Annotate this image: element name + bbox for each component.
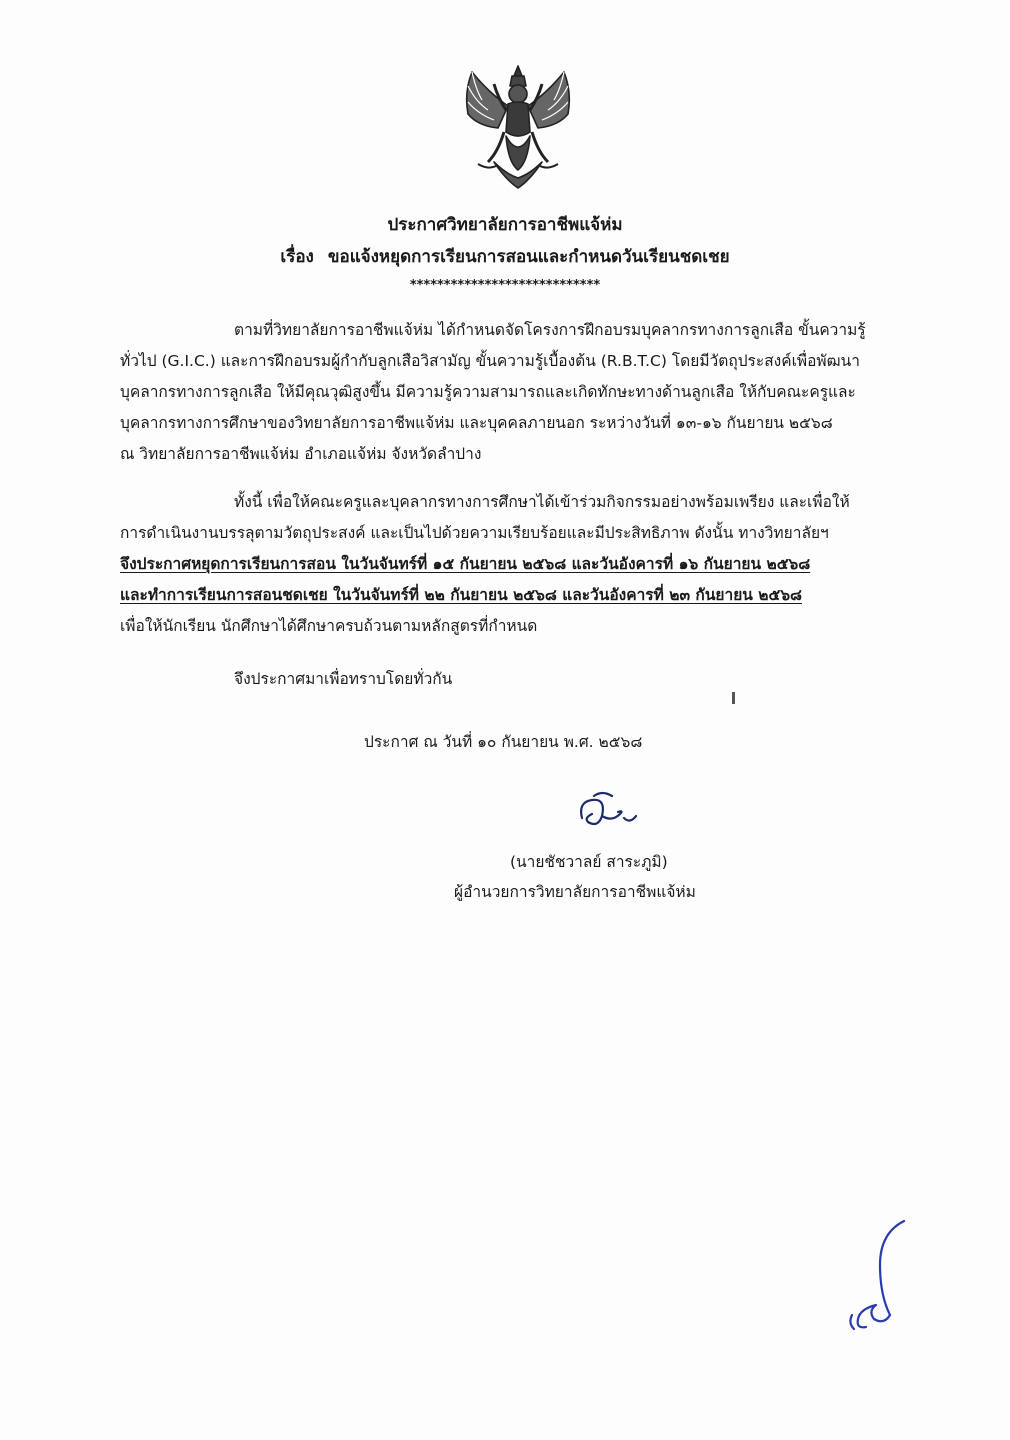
paragraph-2-line: ทั้งนี้ เพื่อให้คณะครูและบุคลากรทางการศึกษาได้เข้าร่วมกิจกรรมอย่างพร้อมเพรียง และเพื่อให้ — [234, 493, 850, 511]
stray-pen-mark — [732, 692, 735, 704]
announcement-date: ประกาศ ณ วันที่ ๑๐ กันยายน พ.ศ. ๒๕๖๘ — [364, 733, 643, 751]
announcement-subject — [0, 245, 1010, 269]
paragraph-2 — [120, 487, 920, 642]
director-signature-icon — [572, 788, 652, 838]
garuda-emblem-icon — [458, 62, 578, 190]
closing-statement: จึงประกาศมาเพื่อทราบโดยทั่วกัน — [234, 670, 453, 688]
announcement-title: ประกาศวิทยาลัยการอาชีพแจ้ห่ม — [387, 215, 623, 235]
paragraph-2-line: เพื่อให้นักเรียน นักศึกษาได้ศึกษาครบถ้วนตามหลักสูตรที่กำหนด — [120, 617, 538, 635]
paragraph-2-line: การดำเนินงานบรรลุตามวัตถุประสงค์ และเป็นไปด้วยความเรียบร้อยและมีประสิทธิภาพ ดังนั้น ทางวิทยาลัยฯ — [120, 524, 829, 542]
handwritten-initial-icon — [840, 1215, 920, 1335]
closure-notice-line: จึงประกาศหยุดการเรียนการสอน ในวันจันทร์ที่ ๑๕ กันยายน ๒๕๖๘ และวันอังคารที่ ๑๖ กันยายน ๒๕๖๘ — [120, 555, 811, 573]
paragraph-1-line: บุคลากรทางการลูกเสือ ให้มีคุณวุฒิสูงขึ้น มีความรู้ความสามารถและเกิดทักษะทางด้านลูกเสือ ให้กับคณะครูและ — [120, 383, 856, 401]
paragraph-1-line: ตามที่วิทยาลัยการอาชีพแจ้ห่ม ได้กำหนดจัดโครงการฝึกอบรมบุคลากรทางการลูกเสือ ขั้นความรู้ — [234, 321, 866, 339]
paragraph-1 — [120, 315, 920, 470]
signer-name: (นายชัชวาลย์ สาระภูมิ) — [510, 853, 668, 871]
subject-text: ขอแจ้งหยุดการเรียนการสอนและกำหนดวันเรียนชดเชย — [327, 247, 730, 267]
subject-label: เรื่อง — [280, 247, 314, 267]
makeup-class-line: และทำการเรียนการสอนชดเชย ในวันจันทร์ที่ ๒๒ กันยายน ๒๕๖๘ และวันอังคารที่ ๒๓ กันยายน ๒๕๖๘ — [120, 586, 803, 604]
paragraph-1-line: ณ วิทยาลัยการอาชีพแจ้ห่ม อำเภอแจ้ห่ม จังหวัดลำปาง — [120, 445, 482, 463]
paragraph-1-line: บุคลากรทางการศึกษาของวิทยาลัยการอาชีพแจ้ห่ม และบุคคลภายนอก ระหว่างวันที่ ๑๓-๑๖ กันยายน ๒๕๖๘ — [120, 414, 833, 432]
paragraph-1-line: ทั่วไป (G.I.C.) และการฝึกอบรมผู้กำกับลูกเสือวิสามัญ ขั้นความรู้เบื้องต้น (R.B.T.C) โดยมีวัตถุประสงค์เพื่อพัฒนา — [120, 352, 860, 370]
title-separator: **************************** — [409, 278, 601, 293]
signer-position: ผู้อำนวยการวิทยาลัยการอาชีพแจ้ห่ม — [454, 883, 696, 901]
